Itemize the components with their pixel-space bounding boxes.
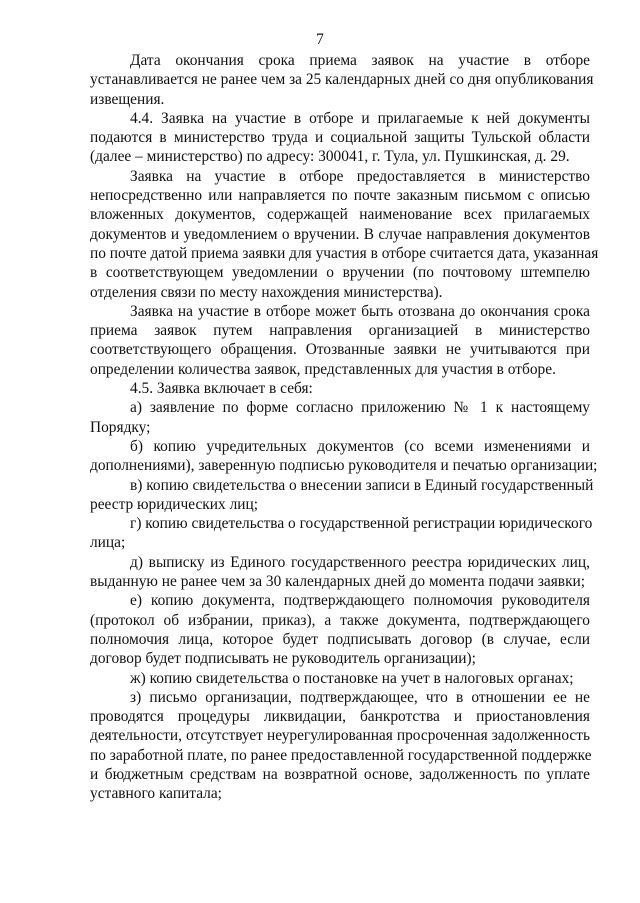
text-line: соответствующего обращения. Отозванные заявки не учитываются при	[90, 341, 590, 359]
text-line: непосредственно или направляется по почте заказным письмом с описью	[90, 187, 590, 205]
text-line: 4.4. Заявка на участие в отборе и прилагаемые к ней документы	[130, 109, 590, 127]
text-line: (далее – министерство) по адресу: 300041, г. Тула, ул. Пушкинская, д. 29.	[90, 148, 570, 166]
text-line: по заработной плате, по ранее предоставленной государственной поддержке	[90, 746, 592, 764]
text-line: проводятся процедуры ликвидации, банкротства и приостановления	[90, 708, 590, 726]
text-line: дополнениями), заверенную подписью руководителя и печатью организации;	[90, 457, 598, 475]
text-line: уставного капитала;	[90, 785, 222, 803]
text-line: выданную не ранее чем за 30 календарных дней до момента подачи заявки;	[90, 573, 586, 591]
text-line: лица;	[90, 534, 126, 552]
text-line: и бюджетным средствам на возвратной основе, задолженность по уплате	[90, 765, 590, 783]
text-line: з) письмо организации, подтверждающее, что в отношении ее не	[130, 688, 590, 706]
text-line: вложенных документов, содержащей наименование всех прилагаемых	[90, 206, 590, 224]
text-line: отделения связи по месту нахождения министерства).	[90, 283, 443, 301]
text-line: реестр юридических лиц;	[90, 495, 258, 513]
text-line: определении количества заявок, представленных для участия в отборе.	[90, 360, 556, 378]
text-line: деятельности, отсутствует неурегулированная просроченная задолженность	[90, 727, 590, 745]
text-line: договор будет подписывать не руководитель организации);	[90, 650, 476, 668]
text-line: Заявка на участие в отборе может быть отозвана до окончания срока	[130, 302, 590, 320]
text-line: Порядку;	[90, 418, 151, 436]
text-line: Заявка на участие в отборе предоставляется в министерство	[130, 167, 590, 185]
text-line: а) заявление по форме согласно приложению № 1 к настоящему	[130, 399, 590, 417]
document-body	[90, 51, 599, 804]
text-line: устанавливается не ранее чем за 25 календарных дней со дня опубликования	[90, 71, 594, 89]
text-line: подаются в министерство труда и социальной защиты Тульской области	[90, 129, 590, 147]
text-line: г) копию свидетельства о государственной регистрации юридического	[130, 515, 593, 533]
text-line: б) копию учредительных документов (со всеми изменениями и	[130, 437, 590, 455]
text-line: в соответствующем уведомлении о вручении (по почтовому штемпелю	[90, 264, 590, 282]
text-line: приема заявок путем направления организацией в министерство	[90, 322, 590, 340]
text-line: е) копию документа, подтверждающего полномочия руководителя	[130, 592, 590, 610]
text-line: документов и уведомлением о вручении. В случае направления документов	[90, 225, 590, 243]
text-line: (протокол об избрании, приказ), а также документа, подтверждающего	[90, 611, 590, 629]
text-line: извещения.	[90, 90, 165, 108]
text-line: Дата окончания срока приема заявок на участие в отборе	[130, 52, 590, 69]
text-line: д) выписку из Единого государственного реестра юридических лиц,	[130, 553, 590, 571]
text-line: по почте датой приема заявки для участия в отборе считается дата, указанная	[90, 244, 599, 262]
text-line: полномочия лица, которое будет подписывать договор (в случае, если	[90, 630, 590, 648]
text-line: ж) копию свидетельства о постановке на учет в налоговых органах;	[130, 669, 574, 687]
text-line: в) копию свидетельства о внесении записи в Единый государственный	[130, 476, 594, 494]
page-number: 7	[316, 31, 324, 48]
text-line: 4.5. Заявка включает в себя:	[130, 380, 313, 398]
